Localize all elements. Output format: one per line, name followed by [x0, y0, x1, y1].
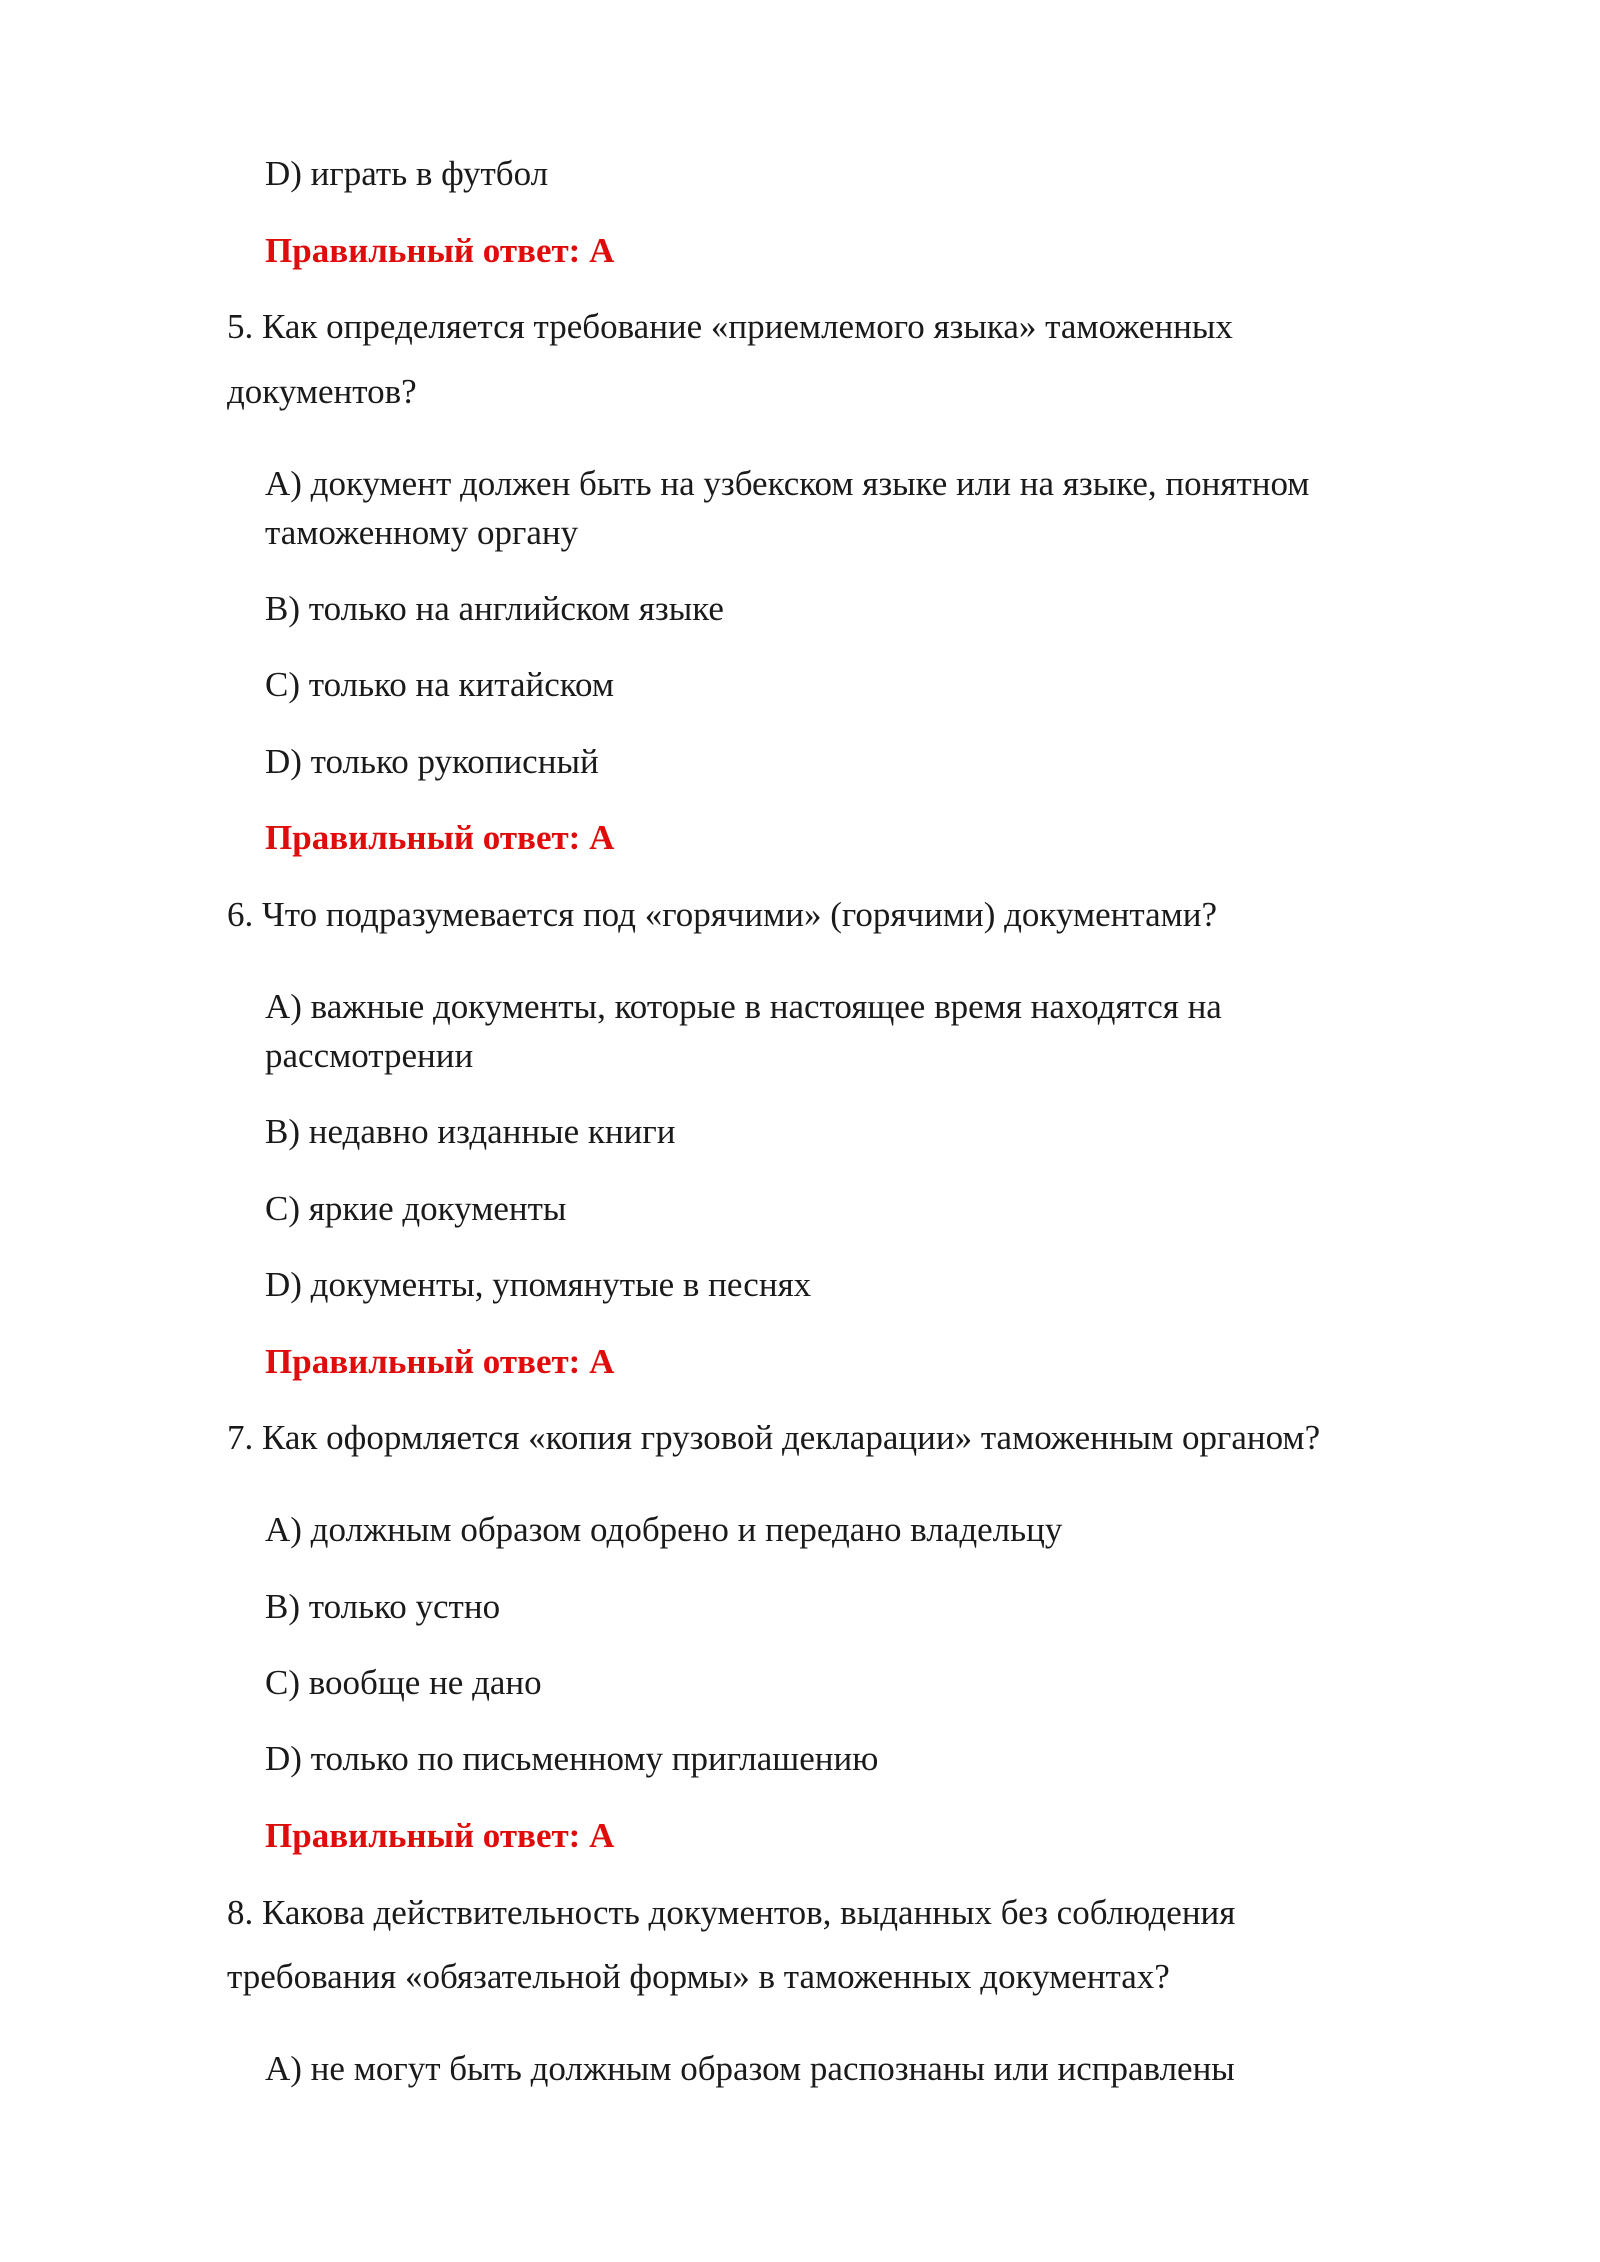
question-text: 8. Какова действительность документов, выданных без соблюдения [227, 1893, 1236, 1932]
question-text: 5. Как определяется требование «приемлемого языка» таможенных [227, 307, 1233, 346]
option-c: C) только на китайском [265, 665, 615, 704]
question-text: 7. Как оформляется «копия грузовой декларации» таможенным органом? [227, 1418, 1321, 1457]
option-b: B) только на английском языке [265, 589, 724, 628]
option-a: A) важные документы, которые в настоящее время находятся на [265, 987, 1222, 1026]
correct-answer: Правильный ответ: A [265, 818, 615, 857]
question-text: 6. Что подразумевается под «горячими» (горячими) документами? [227, 895, 1218, 934]
option-c: C) вообще не дано [265, 1663, 542, 1702]
correct-answer: Правильный ответ: A [265, 1816, 615, 1855]
option-a-continuation: рассмотрении [265, 1036, 474, 1075]
option-a: A) документ должен быть на узбекском языке или на языке, понятном [265, 464, 1310, 503]
option-a: A) не могут быть должным образом распознаны или исправлены [265, 2049, 1235, 2088]
option-d: D) только рукописный [265, 742, 599, 781]
option-b: B) недавно изданные книги [265, 1112, 676, 1151]
correct-answer: Правильный ответ: A [265, 231, 615, 270]
option-a: A) должным образом одобрено и передано владельцу [265, 1510, 1063, 1549]
question-text-continuation: документов? [227, 372, 417, 411]
option-d: D) только по письменному приглашению [265, 1739, 879, 1778]
correct-answer: Правильный ответ: A [265, 1342, 615, 1381]
option-c: C) яркие документы [265, 1189, 567, 1228]
option-b: B) только устно [265, 1587, 501, 1626]
option-d: D) играть в футбол [265, 154, 549, 193]
question-text-continuation: требования «обязательной формы» в таможенных документах? [227, 1957, 1170, 1996]
option-a-continuation: таможенному органу [265, 513, 579, 552]
option-d: D) документы, упомянутые в песнях [265, 1265, 812, 1304]
